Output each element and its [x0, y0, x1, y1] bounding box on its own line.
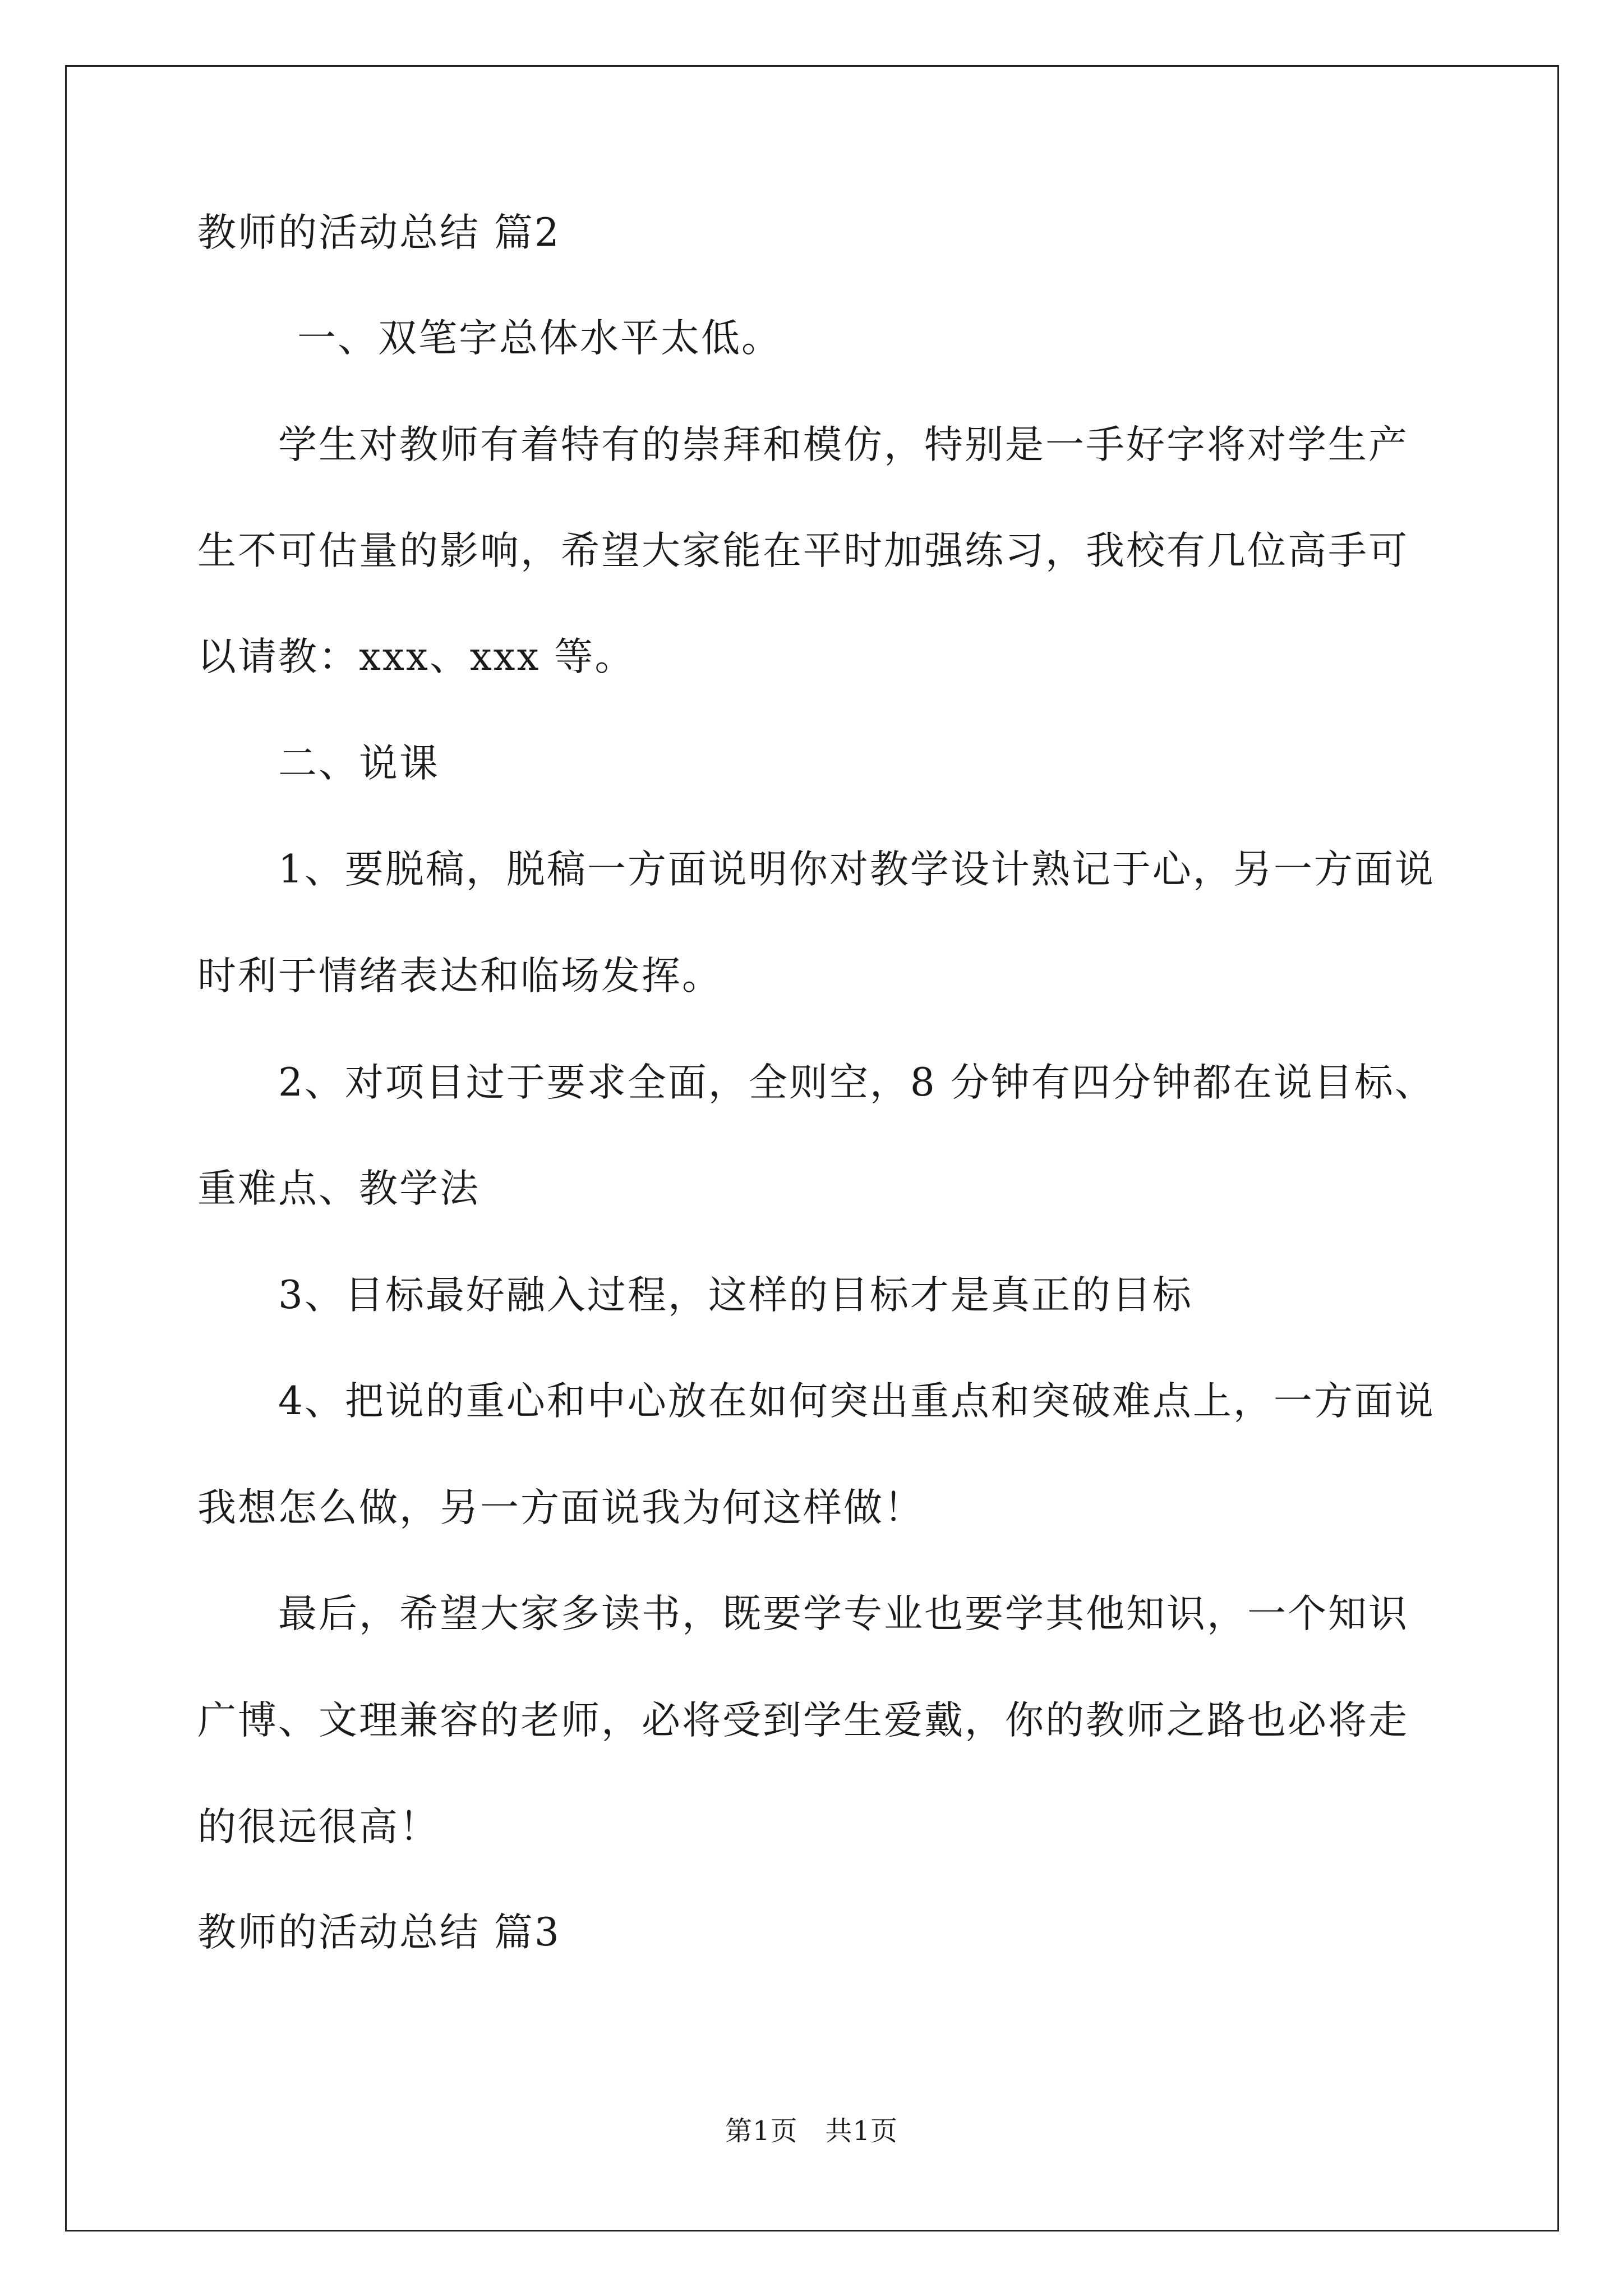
paragraph-line: 以请教：xxx、xxx 等。	[197, 634, 635, 679]
paragraph-line: 我想怎么做，另一方面说我为何这样做！	[197, 1485, 924, 1530]
page-border	[65, 65, 1559, 2231]
paragraph-line: 生不可估量的影响，希望大家能在平时加强练习，我校有几位高手可	[197, 528, 1409, 573]
section-heading: 教师的活动总结 篇3	[197, 1910, 561, 1955]
paragraph-line: 1、要脱稿，脱稿一方面说明你对教学设计熟记于心，另一方面说	[278, 847, 1435, 892]
paragraph-line: 2、对项目过于要求全面，全则空，8 分钟有四分钟都在说目标、	[278, 1060, 1435, 1105]
paragraph-line: 4、把说的重心和中心放在如何突出重点和突破难点上，一方面说	[278, 1379, 1435, 1424]
paragraph-line: 重难点、教学法	[197, 1166, 480, 1211]
paragraph-line: 最后，希望大家多读书，既要学专业也要学其他知识，一个知识	[278, 1591, 1409, 1636]
paragraph-line: 学生对教师有着特有的崇拜和模仿，特别是一手好字将对学生产	[278, 422, 1409, 467]
paragraph-line: 3、目标最好融入过程，这样的目标才是真正的目标	[278, 1273, 1193, 1318]
page-footer: 第1页 共1页	[725, 2115, 898, 2147]
paragraph-line: 时利于情绪表达和临场发挥。	[197, 954, 722, 999]
paragraph-line: 二、说课	[278, 741, 440, 786]
paragraph-line: 广博、文理兼容的老师，必将受到学生爱戴，你的教师之路也必将走	[197, 1698, 1409, 1743]
section-heading: 教师的活动总结 篇2	[197, 210, 561, 255]
paragraph-line: 一、双笔字总体水平太低。	[297, 316, 782, 361]
paragraph-line: 的很远很高！	[197, 1805, 440, 1849]
